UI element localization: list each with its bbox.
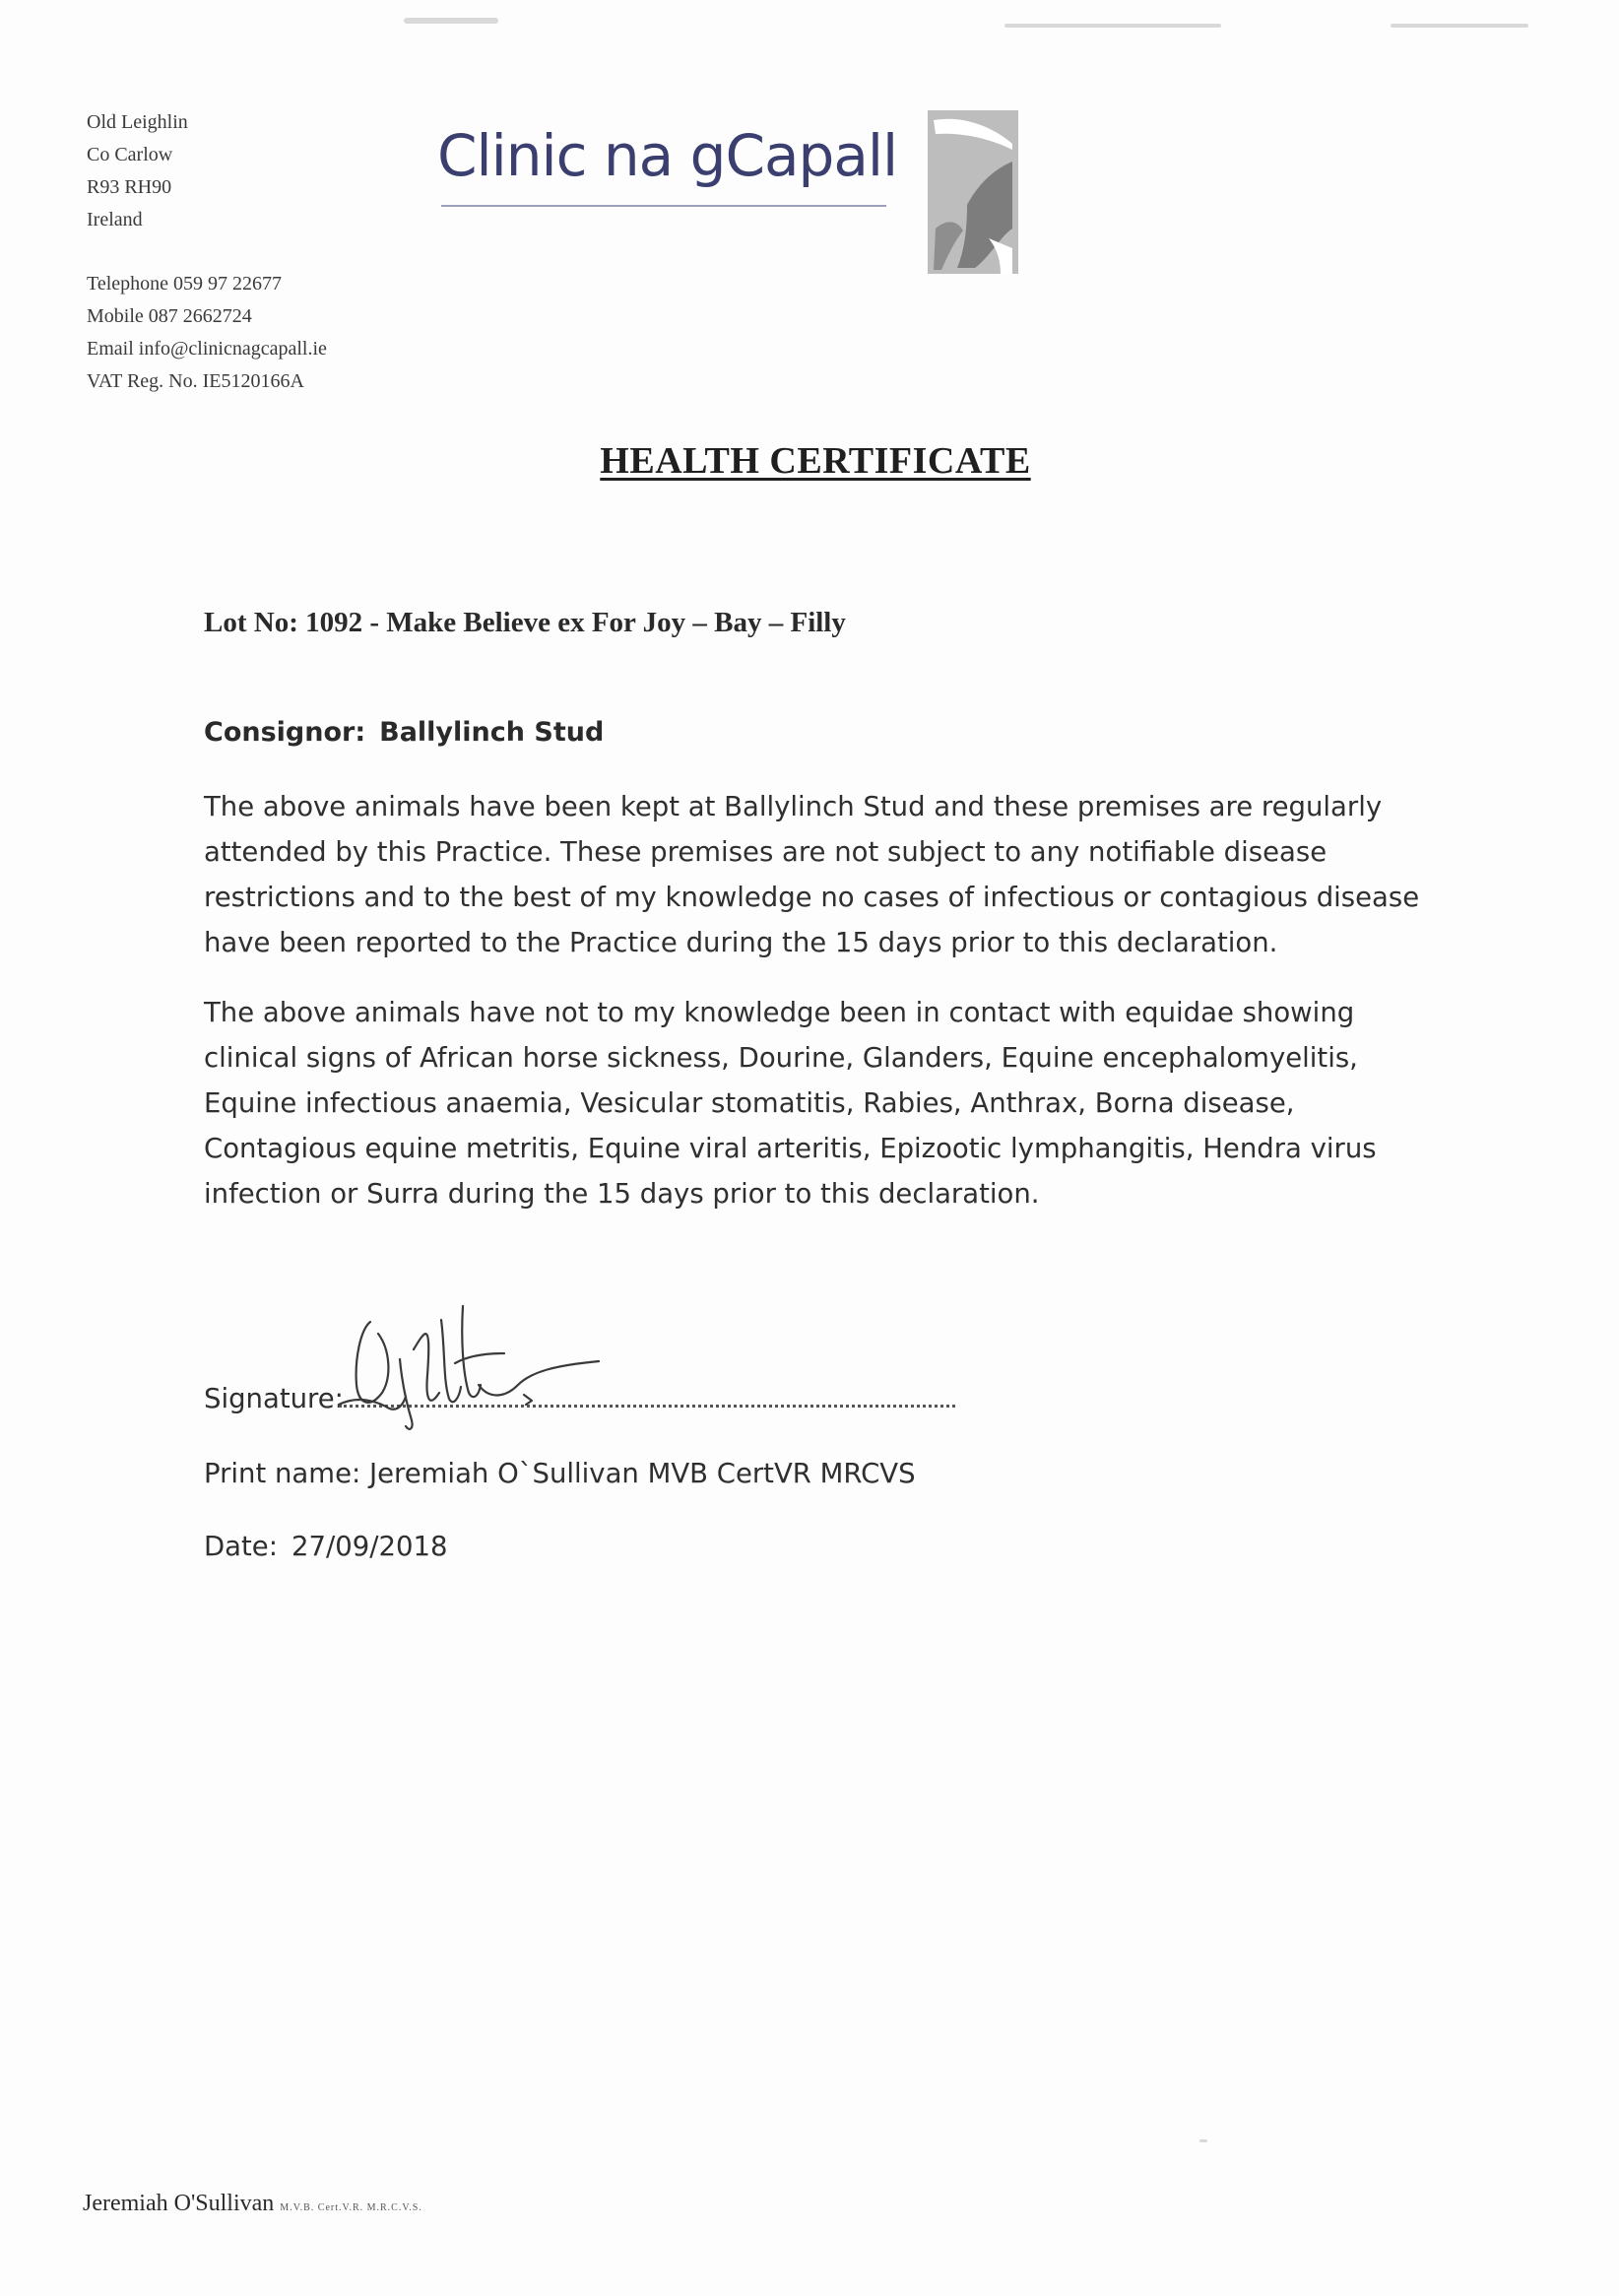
scan-artifact <box>1004 24 1221 28</box>
scan-artifact <box>1199 2139 1207 2142</box>
horse-emblem-icon <box>928 110 1018 274</box>
handwritten-signature <box>331 1290 626 1438</box>
page-title: HEALTH CERTIFICATE <box>600 440 1031 482</box>
address-line-1: Old Leighlin <box>87 111 188 133</box>
date-line <box>204 1531 448 1562</box>
footer-qualifications: M.V.B. Cert.V.R. M.R.C.V.S. <box>280 2202 422 2213</box>
consignor-label: Consignor: <box>204 717 366 748</box>
footer-name: Jeremiah O'Sullivan <box>83 2191 275 2216</box>
address-line-2: Co Carlow <box>87 144 173 165</box>
declaration-paragraph-2: The above animals have not to my knowledge been in contact with equidae showing clinical signs of African horse sickness, Dourine, Glanders, Equine encephalomyelitis, Equine infectious anaemia, Vesicular stomatitis, Rabies, Anthrax, Borna disease, Contagious equine metritis, Equine viral arteritis, Epizootic lymphangitis, Hendra virus infection or Surra during the 15 days prior to this declaration. <box>204 997 1377 1210</box>
date-value: 27/09/2018 <box>291 1531 448 1562</box>
date-label: Date: <box>204 1531 278 1562</box>
consignor-value: Ballylinch Stud <box>379 717 605 748</box>
email: Email info@clinicnagcapall.ie <box>87 338 327 360</box>
scan-artifact <box>1391 24 1528 28</box>
logo-underline <box>441 205 886 207</box>
print-name: Print name: Jeremiah O`Sullivan MVB CertVR MRCVS <box>204 1458 916 1489</box>
signature-label: Signature: <box>204 1383 344 1414</box>
declaration-paragraph-1: The above animals have been kept at Ballylinch Stud and these premises are regularly attended by this Practice. These premises are not subject to any notifiable disease restrictions and to the best of my knowledge no cases of infectious or contagious disease have been reported to the Practice during the 15 days prior to this declaration. <box>204 791 1420 958</box>
lot-line: Lot No: 1092 - Make Believe ex For Joy – Bay – Filly <box>204 607 846 638</box>
footer-signoff <box>83 2191 422 2217</box>
clinic-address-block <box>87 106 327 398</box>
scan-artifact <box>404 18 498 24</box>
mobile: Mobile 087 2662724 <box>87 305 252 327</box>
logo-wordmark: Clinic na gCapall <box>437 122 898 189</box>
consignor-line <box>204 717 604 748</box>
address-line-4: Ireland <box>87 209 143 230</box>
telephone: Telephone 059 97 22677 <box>87 273 283 295</box>
vat-number: VAT Reg. No. IE5120166A <box>87 370 304 392</box>
address-line-3: R93 RH90 <box>87 176 172 198</box>
clinic-logo <box>437 110 1028 288</box>
